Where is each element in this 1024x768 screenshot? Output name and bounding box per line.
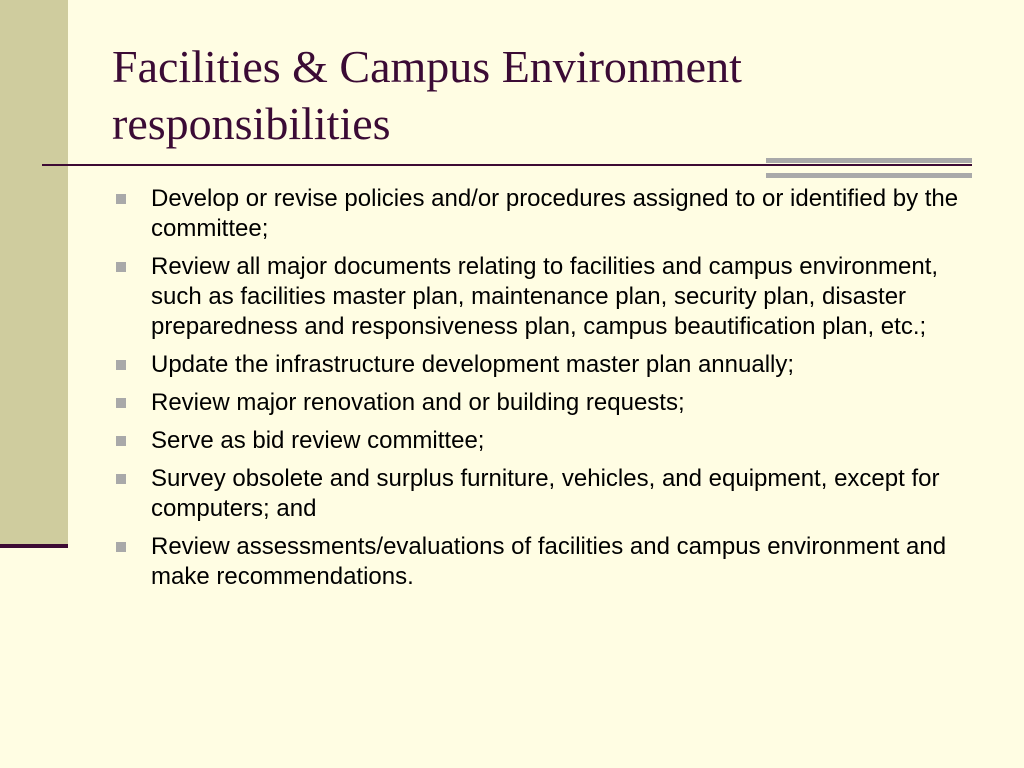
- bullet-item: [115, 252, 975, 342]
- bullet-item: [115, 184, 975, 244]
- title-divider: [42, 164, 972, 166]
- slide-title: Facilities & Campus Environment responsibilities: [112, 41, 742, 149]
- bullet-text: Review assessments/evaluations of facilities and campus environment and make recommendations.: [151, 533, 947, 590]
- accent-bar-lower: [766, 173, 972, 178]
- bullet-text: Develop or revise policies and/or procedures assigned to or identified by the committee;: [151, 185, 959, 242]
- square-bullet-icon: [116, 194, 126, 204]
- bullet-text: Survey obsolete and surplus furniture, vehicles, and equipment, except for computers; and: [151, 465, 940, 522]
- bullet-text: Update the infrastructure development master plan annually;: [151, 351, 795, 378]
- left-decorative-band: [0, 0, 68, 545]
- bullet-list: [115, 184, 975, 600]
- square-bullet-icon: [116, 398, 126, 408]
- square-bullet-icon: [116, 360, 126, 370]
- bullet-text: Review major renovation and or building requests;: [151, 389, 685, 416]
- square-bullet-icon: [116, 542, 126, 552]
- bullet-item: [115, 388, 975, 418]
- bullet-item: [115, 532, 975, 592]
- accent-bar-upper: [766, 158, 972, 163]
- bullet-item: [115, 464, 975, 524]
- bullet-item: [115, 426, 975, 456]
- left-band-rule: [0, 544, 68, 548]
- square-bullet-icon: [116, 474, 126, 484]
- bullet-text: Serve as bid review committee;: [151, 427, 485, 454]
- square-bullet-icon: [116, 262, 126, 272]
- square-bullet-icon: [116, 436, 126, 446]
- bullet-text: Review all major documents relating to facilities and campus environment, such as facilities master plan, maintenance plan, security plan, disaster preparedness and responsiveness plan, campus beautification plan, etc.;: [151, 253, 939, 340]
- bullet-item: [115, 350, 975, 380]
